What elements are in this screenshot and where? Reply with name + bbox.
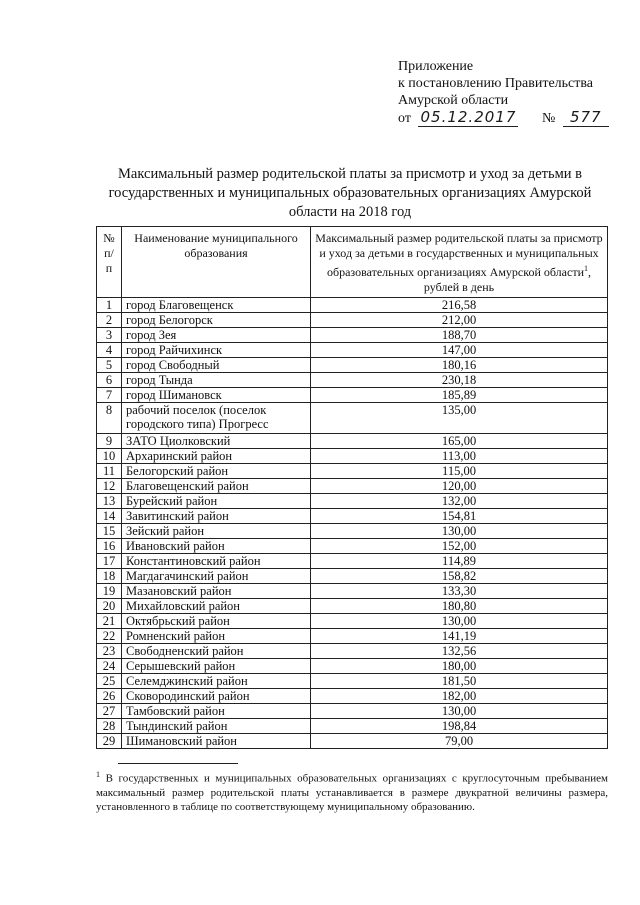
row-max-fee: 132,00 bbox=[311, 494, 608, 509]
table-row bbox=[97, 674, 608, 689]
date-prefix: от bbox=[398, 111, 411, 126]
row-municipality: Шимановский район bbox=[122, 734, 311, 749]
row-municipality: Ивановский район bbox=[122, 539, 311, 554]
row-max-fee: 130,00 bbox=[311, 704, 608, 719]
row-municipality: Зейский район bbox=[122, 524, 311, 539]
row-municipality: Благовещенский район bbox=[122, 479, 311, 494]
row-municipality: город Благовещенск bbox=[122, 298, 311, 313]
row-max-fee: 198,84 bbox=[311, 719, 608, 734]
table-row bbox=[97, 719, 608, 734]
row-municipality: Тамбовский район bbox=[122, 704, 311, 719]
table-row bbox=[97, 358, 608, 373]
row-number: 18 bbox=[97, 569, 122, 584]
row-max-fee: 113,00 bbox=[311, 449, 608, 464]
row-max-fee: 181,50 bbox=[311, 674, 608, 689]
table-row bbox=[97, 629, 608, 644]
footnote bbox=[96, 768, 608, 814]
row-municipality: Мазановский район bbox=[122, 584, 311, 599]
row-max-fee: 120,00 bbox=[311, 479, 608, 494]
table-row bbox=[97, 644, 608, 659]
row-max-fee: 188,70 bbox=[311, 328, 608, 343]
table-row bbox=[97, 388, 608, 403]
row-number: 9 bbox=[97, 434, 122, 449]
appendix-line-3: Амурской области bbox=[398, 93, 509, 108]
row-max-fee: 114,89 bbox=[311, 554, 608, 569]
footnote-marker: 1 bbox=[584, 264, 588, 273]
table-row bbox=[97, 328, 608, 343]
row-number: 27 bbox=[97, 704, 122, 719]
row-max-fee: 147,00 bbox=[311, 343, 608, 358]
table-row bbox=[97, 584, 608, 599]
row-municipality: Ромненский район bbox=[122, 629, 311, 644]
row-max-fee: 79,00 bbox=[311, 734, 608, 749]
row-number: 15 bbox=[97, 524, 122, 539]
row-number: 16 bbox=[97, 539, 122, 554]
header-max-fee-text: Максимальный размер родительской платы за присмотр и уход за детьми в государственных и муниципальных образовательных организациях Амурской области bbox=[315, 231, 603, 279]
table-row bbox=[97, 298, 608, 313]
row-number: 12 bbox=[97, 479, 122, 494]
row-municipality: город Райчихинск bbox=[122, 343, 311, 358]
fee-table bbox=[96, 226, 608, 749]
row-max-fee: 130,00 bbox=[311, 614, 608, 629]
row-max-fee: 158,82 bbox=[311, 569, 608, 584]
row-number: 7 bbox=[97, 388, 122, 403]
row-max-fee: 185,89 bbox=[311, 388, 608, 403]
document-title: Максимальный размер родительской платы за присмотр и уход за детьми в государственных и муниципальных образовательных организациях Амурской области на 2018 год bbox=[108, 166, 592, 220]
row-max-fee: 132,56 bbox=[311, 644, 608, 659]
row-max-fee: 152,00 bbox=[311, 539, 608, 554]
table-row bbox=[97, 509, 608, 524]
row-number: 20 bbox=[97, 599, 122, 614]
row-number: 2 bbox=[97, 313, 122, 328]
appendix-header bbox=[398, 58, 628, 127]
appendix-line-2: к постановлению Правительства bbox=[398, 76, 594, 91]
table-row bbox=[97, 313, 608, 328]
row-municipality: Магдагачинский район bbox=[122, 569, 311, 584]
row-municipality: город Зея bbox=[122, 328, 311, 343]
table-row bbox=[97, 434, 608, 449]
row-municipality: Сковородинский район bbox=[122, 689, 311, 704]
row-municipality: Тындинский район bbox=[122, 719, 311, 734]
table-row bbox=[97, 479, 608, 494]
row-max-fee: 135,00 bbox=[311, 403, 608, 434]
appendix-line-1: Приложение bbox=[398, 59, 474, 74]
row-municipality: Завитинский район bbox=[122, 509, 311, 524]
row-max-fee: 180,80 bbox=[311, 599, 608, 614]
row-number: 11 bbox=[97, 464, 122, 479]
row-number: 19 bbox=[97, 584, 122, 599]
row-number: 26 bbox=[97, 689, 122, 704]
row-number: 10 bbox=[97, 449, 122, 464]
footnote-text: В государственных и муниципальных образовательных организациях с круглосуточным пребыванием максимальный размер родительской платы устанавливается в размере двукратной величины размера, установленного в таблице по соответствующему муниципальному образованию. bbox=[96, 772, 609, 813]
table-row bbox=[97, 373, 608, 388]
row-number: 8 bbox=[97, 403, 122, 434]
row-max-fee: 182,00 bbox=[311, 689, 608, 704]
row-number: 23 bbox=[97, 644, 122, 659]
row-municipality: Архаринский район bbox=[122, 449, 311, 464]
table-row bbox=[97, 524, 608, 539]
number-label: № bbox=[541, 111, 556, 126]
row-max-fee: 115,00 bbox=[311, 464, 608, 479]
row-max-fee: 165,00 bbox=[311, 434, 608, 449]
table-row bbox=[97, 554, 608, 569]
row-number: 24 bbox=[97, 659, 122, 674]
row-municipality: Октябрьский район bbox=[122, 614, 311, 629]
table-row bbox=[97, 659, 608, 674]
row-max-fee: 216,58 bbox=[311, 298, 608, 313]
row-municipality: город Свободный bbox=[122, 358, 311, 373]
row-municipality: Свободненский район bbox=[122, 644, 311, 659]
header-max-fee-unit: , рублей в день bbox=[423, 265, 591, 294]
row-municipality: Константиновский район bbox=[122, 554, 311, 569]
row-number: 6 bbox=[97, 373, 122, 388]
row-municipality: город Тында bbox=[122, 373, 311, 388]
row-max-fee: 154,81 bbox=[311, 509, 608, 524]
footnote-number: 1 bbox=[96, 770, 100, 779]
row-municipality: Белогорский район bbox=[122, 464, 311, 479]
row-number: 13 bbox=[97, 494, 122, 509]
row-max-fee: 180,16 bbox=[311, 358, 608, 373]
handwritten-date: 05.12.2017 bbox=[418, 109, 518, 127]
row-municipality: рабочий поселок (поселок городского типа) Прогресс bbox=[122, 403, 311, 434]
row-number: 5 bbox=[97, 358, 122, 373]
row-max-fee: 180,00 bbox=[311, 659, 608, 674]
table-header-row bbox=[97, 227, 608, 298]
header-max-fee bbox=[311, 227, 608, 298]
row-municipality: Михайловский район bbox=[122, 599, 311, 614]
row-municipality: ЗАТО Циолковский bbox=[122, 434, 311, 449]
row-municipality: Селемджинский район bbox=[122, 674, 311, 689]
footnote-divider bbox=[118, 763, 238, 764]
row-municipality: город Белогорск bbox=[122, 313, 311, 328]
handwritten-number: 577 bbox=[563, 109, 609, 127]
table-row bbox=[97, 599, 608, 614]
row-max-fee: 141,19 bbox=[311, 629, 608, 644]
table-row bbox=[97, 449, 608, 464]
row-municipality: Бурейский район bbox=[122, 494, 311, 509]
table-row bbox=[97, 343, 608, 358]
row-number: 28 bbox=[97, 719, 122, 734]
row-municipality: город Шимановск bbox=[122, 388, 311, 403]
table-row bbox=[97, 569, 608, 584]
row-max-fee: 133,30 bbox=[311, 584, 608, 599]
header-municipality: Наименование муниципального образования bbox=[122, 227, 311, 298]
table-row bbox=[97, 403, 608, 434]
row-number: 3 bbox=[97, 328, 122, 343]
row-max-fee: 130,00 bbox=[311, 524, 608, 539]
table-body bbox=[97, 298, 608, 749]
row-number: 21 bbox=[97, 614, 122, 629]
row-max-fee: 212,00 bbox=[311, 313, 608, 328]
row-max-fee: 230,18 bbox=[311, 373, 608, 388]
table-row bbox=[97, 539, 608, 554]
row-number: 4 bbox=[97, 343, 122, 358]
row-number: 29 bbox=[97, 734, 122, 749]
table-row bbox=[97, 464, 608, 479]
table-row bbox=[97, 704, 608, 719]
table-row bbox=[97, 689, 608, 704]
row-number: 14 bbox=[97, 509, 122, 524]
table-row bbox=[97, 494, 608, 509]
row-number: 17 bbox=[97, 554, 122, 569]
row-number: 1 bbox=[97, 298, 122, 313]
row-municipality: Серышевский район bbox=[122, 659, 311, 674]
row-number: 25 bbox=[97, 674, 122, 689]
appendix-reference bbox=[398, 109, 628, 127]
table-row bbox=[97, 614, 608, 629]
header-number: № п/п bbox=[97, 227, 122, 298]
row-number: 22 bbox=[97, 629, 122, 644]
table-row bbox=[97, 734, 608, 749]
